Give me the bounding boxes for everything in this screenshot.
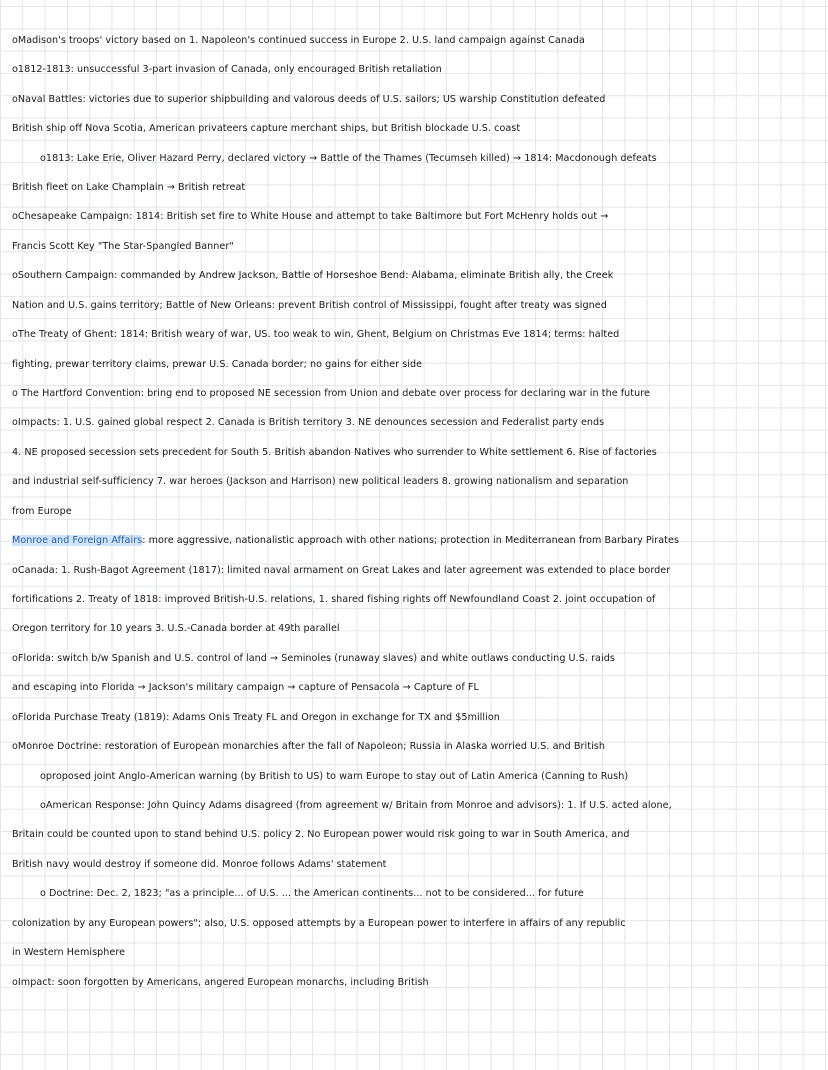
section-heading-line: Monroe and Foreign Affairs: more aggressive, nationalistic approach with other nations; protection in Mediterranean from Barbary Pirates	[12, 535, 679, 546]
note-line: oproposed joint Anglo-American warning (by British to US) to warn Europe to stay out of Latin America (Canning to Rush)	[40, 771, 629, 782]
note-line: Nation and U.S. gains territory; Battle of New Orleans: prevent British control of Mississippi, fought after treaty was signed	[12, 300, 607, 311]
note-line: and escaping into Florida → Jackson's military campaign → capture of Pensacola → Capture of FL	[12, 682, 479, 693]
note-line: in Western Hemisphere	[12, 947, 126, 958]
note-line: Britain could be counted upon to stand behind U.S. policy 2. No European power would risk going to war in South America, and	[12, 829, 630, 840]
note-line: oMonroe Doctrine: restoration of European monarchies after the fall of Napoleon; Russia in Alaska worried U.S. and British	[12, 741, 605, 752]
note-line: oSouthern Campaign: commanded by Andrew Jackson, Battle of Horseshoe Bend: Alabama, eliminate British ally, the Creek	[12, 270, 614, 281]
note-line: and industrial self-sufficiency 7. war heroes (Jackson and Harrison) new political leaders 8. growing nationalism and separation	[12, 476, 629, 487]
note-line: oAmerican Response: John Quincy Adams disagreed (from agreement w/ Britain from Monroe and advisors): 1. If U.S. acted alone,	[40, 800, 672, 811]
note-line: o The Hartford Convention: bring end to proposed NE secession from Union and debate over process for declaring war in the future	[12, 388, 650, 399]
note-line: fighting, prewar territory claims, prewar U.S. Canada border; no gains for either side	[12, 359, 423, 370]
note-line: oNaval Battles: victories due to superior shipbuilding and valorous deeds of U.S. sailors; US warship Constitution defeated	[12, 94, 606, 105]
note-line: oThe Treaty of Ghent: 1814: British weary of war, US. too weak to win, Ghent, Belgium on Christmas Eve 1814; terms: halted	[12, 329, 620, 340]
note-line: o1812-1813: unsuccessful 3-part invasion of Canada, only encouraged British retaliation	[12, 64, 442, 75]
note-line: Oregon territory for 10 years 3. U.S.-Canada border at 49th parallel	[12, 623, 340, 634]
note-line: oChesapeake Campaign: 1814: British set fire to White House and attempt to take Baltimore but Fort McHenry holds out →	[12, 211, 609, 222]
note-line: British navy would destroy if someone did. Monroe follows Adams' statement	[12, 859, 387, 870]
note-line: British ship off Nova Scotia, American privateers capture merchant ships, but British blockade U.S. coast	[12, 123, 521, 134]
note-line: oFlorida: switch b/w Spanish and U.S. control of land → Seminoles (runaway slaves) and white outlaws conducting U.S. raids	[12, 653, 615, 664]
highlighted-heading: Monroe and Foreign Affairs	[12, 535, 143, 546]
note-line: British fleet on Lake Champlain → British retreat	[12, 182, 246, 193]
note-line: oImpacts: 1. U.S. gained global respect 2. Canada is British territory 3. NE denounces secession and Federalist party ends	[12, 417, 605, 428]
note-line: colonization by any European powers"; also, U.S. opposed attempts by a European power to interfere in affairs of any republic	[12, 918, 626, 929]
note-line: from Europe	[12, 506, 72, 517]
note-line: fortifications 2. Treaty of 1818: improved British-U.S. relations, 1. shared fishing rights off Newfoundland Coast 2. joint occupation of	[12, 594, 656, 605]
note-line: oMadison's troops' victory based on 1. Napoleon's continued success in Europe 2. U.S. land campaign against Canada	[12, 35, 585, 46]
note-line: o1813: Lake Erie, Oliver Hazard Perry, declared victory → Battle of the Thames (Tecumseh killed) → 1814: Macdonough defeats	[40, 153, 657, 164]
note-line: o Doctrine: Dec. 2, 1823; "as a principle... of U.S. ... the American continents... not to be considered... for future	[40, 888, 584, 899]
note-line: 4. NE proposed secession sets precedent for South 5. British abandon Natives who surrender to White settlement 6. Rise of factories	[12, 447, 657, 458]
note-line: Francis Scott Key "The Star-Spangled Banner"	[12, 241, 234, 252]
note-line: oImpact: soon forgotten by Americans, angered European monarchs, including British	[12, 977, 429, 988]
note-line: oFlorida Purchase Treaty (1819): Adams Onis Treaty FL and Oregon in exchange for TX and $5million	[12, 712, 500, 723]
note-line: oCanada: 1. Rush-Bagot Agreement (1817): limited naval armament on Great Lakes and later agreement was extended to place border	[12, 565, 671, 576]
